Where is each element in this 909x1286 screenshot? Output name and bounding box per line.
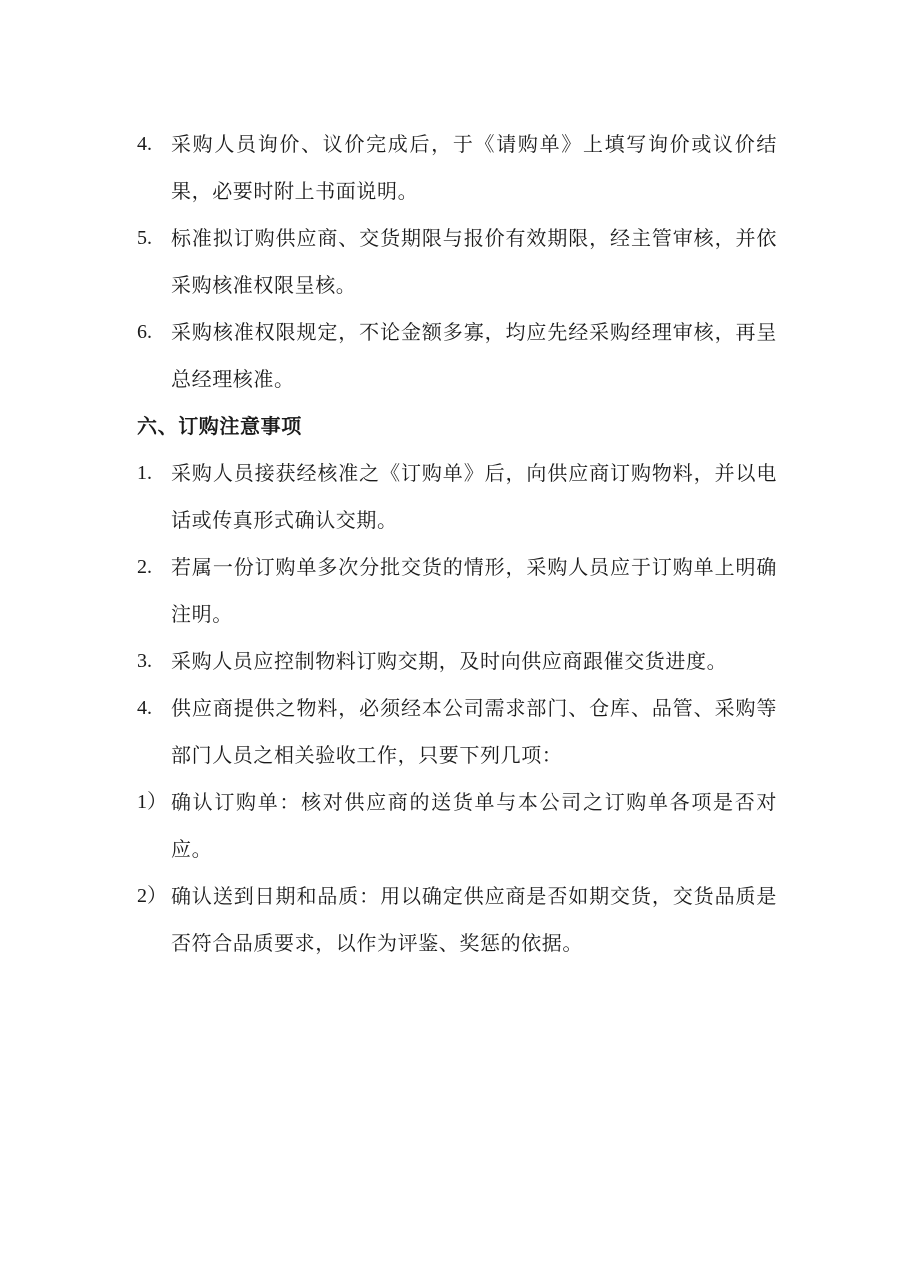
list-item — [137, 638, 777, 685]
list-item-text: 标准拟订购供应商、交货期限与报价有效期限，经主管审核，并依采购核准权限呈核。 — [171, 226, 777, 297]
list-item — [137, 685, 777, 779]
sub-list-item-text: 确认订购单：核对供应商的送货单与本公司之订购单各项是否对应。 — [171, 790, 777, 861]
list-item-number: 1. — [137, 462, 152, 484]
section-heading: 六、订购注意事项 — [137, 414, 302, 438]
sub-list-item-number: 1） — [137, 791, 167, 813]
list-item — [137, 121, 777, 215]
sub-list-item — [137, 873, 777, 967]
list-item — [137, 215, 777, 309]
list-item-text: 采购核准权限规定，不论金额多寡，均应先经采购经理审核，再呈总经理核准。 — [171, 320, 777, 391]
list-item-number: 3. — [137, 650, 152, 672]
sub-list-item — [137, 779, 777, 873]
list-item-number: 6. — [137, 321, 152, 343]
sub-list-item-number: 2） — [137, 885, 167, 907]
list-item-number: 5. — [137, 227, 152, 249]
list-item — [137, 450, 777, 544]
list-item-text: 若属一份订购单多次分批交货的情形，采购人员应于订购单上明确注明。 — [171, 555, 777, 626]
list-item-number: 4. — [137, 697, 152, 719]
list-item-text: 采购人员应控制物料订购交期，及时向供应商跟催交货进度。 — [171, 649, 728, 673]
list-item — [137, 309, 777, 403]
list-item-text: 采购人员询价、议价完成后，于《请购单》上填写询价或议价结果，必要时附上书面说明。 — [171, 132, 777, 203]
list-item — [137, 544, 777, 638]
list-item-number: 4. — [137, 133, 152, 155]
list-item-number: 2. — [137, 556, 152, 578]
list-item-text: 采购人员接获经核准之《订购单》后，向供应商订购物料，并以电话或传真形式确认交期。 — [171, 461, 777, 532]
document-body — [137, 121, 777, 967]
list-item-text: 供应商提供之物料，必须经本公司需求部门、仓库、品管、采购等部门人员之相关验收工作，只要下列几项： — [171, 696, 777, 767]
sub-list-item-text: 确认送到日期和品质：用以确定供应商是否如期交货，交货品质是否符合品质要求，以作为评鉴、奖惩的依据。 — [171, 884, 777, 955]
